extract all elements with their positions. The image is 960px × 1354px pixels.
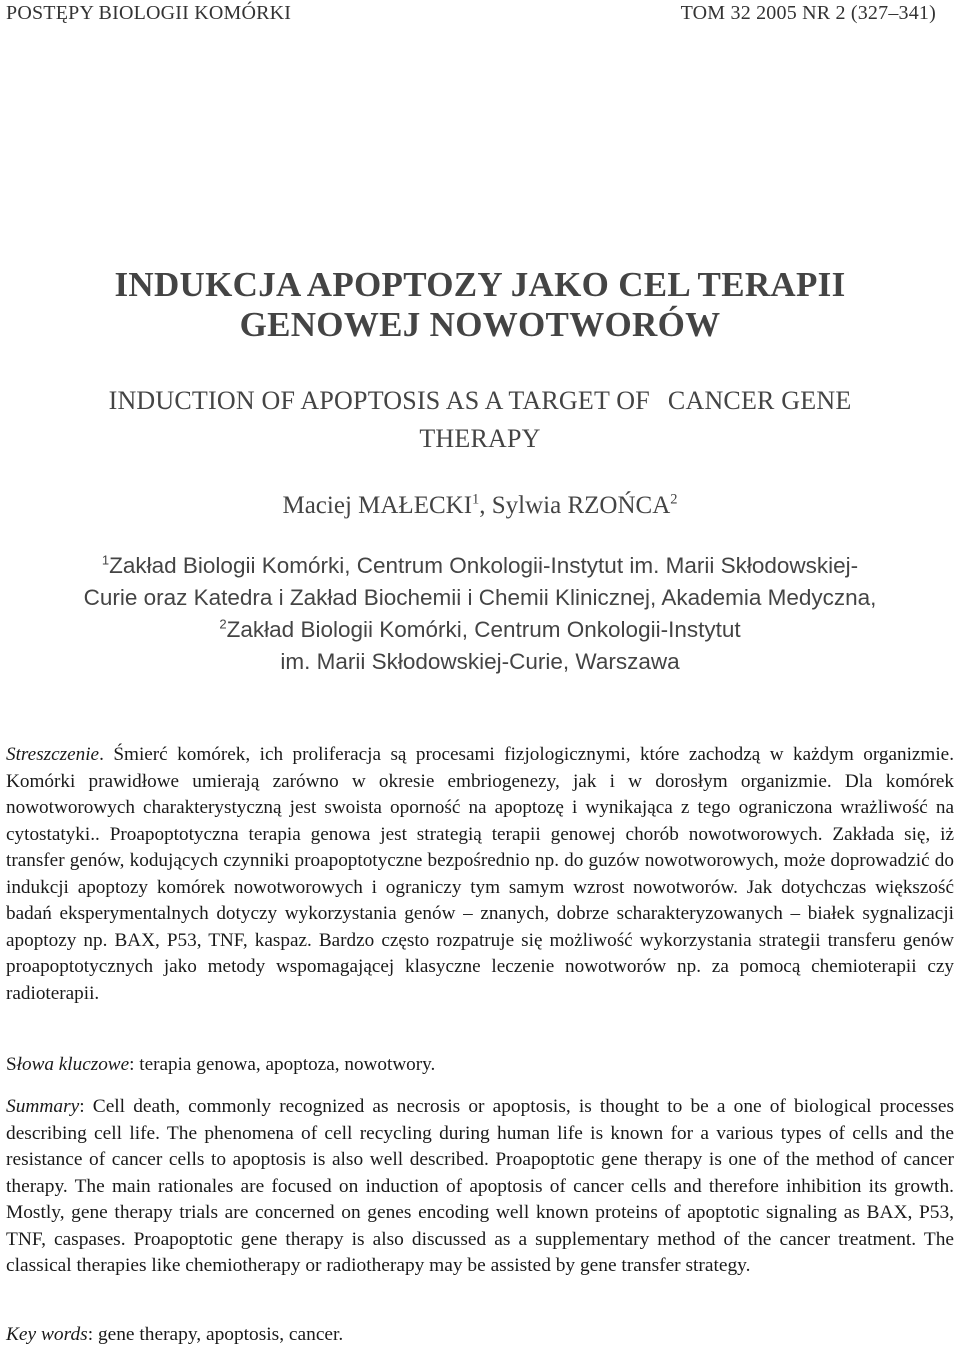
abstract-english: [6, 1094, 954, 1280]
keywords-english: [6, 1322, 954, 1349]
abstract-polish: [6, 742, 954, 1007]
abstract-english-label: Summary: [6, 1096, 80, 1117]
keywords-polish-label-start: S: [6, 1054, 17, 1075]
title-english-line-1: [0, 382, 960, 420]
affiliations: [0, 550, 960, 678]
abstract-polish-text: . Śmierć komórek, ich proliferacja są procesami fizjologicznymi, które zachodzą w każdym organizmie. Komórki prawidłowe umierają zarówno w okresie embriogenezy, jak i w dorosłym organizmie. Dla komórek nowotworowych charakterystyczną jest swoista oporność na apoptozę i wynikająca z tego ograniczona wrażliwość na cytostatyki.. Proapoptotyczna terapia genowa jest strategią terapii genowej chorób nowotworowych. Zakłada się, iż transfer genów, kodujących czynniki proapoptotyczne bezpośrednio np. do guzów nowotworowych, może doprowadzić do indukcji apoptozy komórek nowotworowych i ograniczy tym samym wzrost nowotworów. Jak dotychczas większość badań eksperymentalnych dotyczy wykorzystania genów – znanych, dobrze scharakteryzowanych – białek sygnalizacji apoptozy np. BAX, P53, TNF, kaspaz. Bardzo często rozpatruje się możliwość wykorzystania strategii transferu genów proapoptotycznych jako metody wspomagającej klasyczne leczenie nowotworów np. za pomocą chemioterapii czy radioterapii.: [6, 744, 954, 1004]
author-2-affiliation-mark: 2: [670, 491, 678, 508]
running-header: [6, 2, 936, 25]
affiliation-line-3-text: Zakład Biologii Komórki, Centrum Onkologii-Instytut: [226, 617, 741, 642]
affiliation-line-4: im. Marii Skłodowskiej-Curie, Warszawa: [280, 649, 680, 674]
title-polish: [0, 265, 960, 345]
affiliation-line-3: [0, 614, 960, 646]
authors: [0, 490, 960, 522]
keywords-polish: [6, 1052, 954, 1079]
affiliation-2-mark: 2: [219, 616, 227, 632]
keywords-polish-text: : terapia genowa, apoptoza, nowotwory.: [129, 1054, 436, 1075]
keywords-english-label: Key words: [6, 1324, 88, 1345]
author-1-affiliation-mark: 1: [472, 491, 480, 508]
title-polish-line-2: GENOWEJ NOWOTWORÓW: [239, 305, 721, 344]
affiliation-1-mark: 1: [101, 552, 110, 568]
journal-name: POSTĘPY BIOLOGII KOMÓRKI: [6, 2, 292, 24]
author-1-name: Maciej MAŁECKI: [282, 492, 473, 519]
affiliation-line-1-text: Zakład Biologii Komórki, Centrum Onkologii-Instytut im. Marii Skłodowskiej-: [109, 553, 859, 578]
author-2-name: , Sylwia RZOŃCA: [479, 492, 671, 519]
abstract-english-text: : Cell death, commonly recognized as necrosis or apoptosis, is thought to be a one of biological processes describing cell life. The phenomena of cell recycling during human life is known for a various types of cells and the resistance of cancer cells to apoptosis is also well described. Proapoptotic gene therapy is one of the method of cancer therapy. The main rationales are focused on induction of apoptosis of cancer cells and therefore inhibition its growth. Mostly, gene therapy trials are concerned on genes encoding well known proteins of apoptotic signaling as BAX, P53, TNF, caspases. Proapoptotic gene therapy is also discussed as a supplementary method of the cancer treatment. The classical therapies like chemiotherapy or radiotherapy may be assisted by gene transfer strategy.: [6, 1096, 954, 1276]
affiliation-line-2: Curie oraz Katedra i Zakład Biochemii i Chemii Klinicznej, Akademia Medyczna,: [83, 585, 877, 610]
abstract-polish-label: Streszczenie: [6, 744, 100, 765]
issue-info: TOM 32 2005 NR 2 (327–341): [680, 2, 936, 24]
title-english: [0, 382, 960, 458]
title-english-part-1: INDUCTION OF APOPTOSIS AS A TARGET OF: [108, 386, 650, 415]
affiliation-line-1: [0, 550, 960, 582]
keywords-polish-label: łowa kluczowe: [16, 1054, 130, 1075]
title-english-part-2: CANCER GENE: [667, 386, 852, 415]
title-english-line-2: THERAPY: [419, 424, 541, 453]
keywords-english-text: : gene therapy, apoptosis, cancer.: [87, 1324, 344, 1345]
title-polish-line-1: INDUKCJA APOPTOZY JAKO CEL TERAPII: [114, 265, 846, 304]
